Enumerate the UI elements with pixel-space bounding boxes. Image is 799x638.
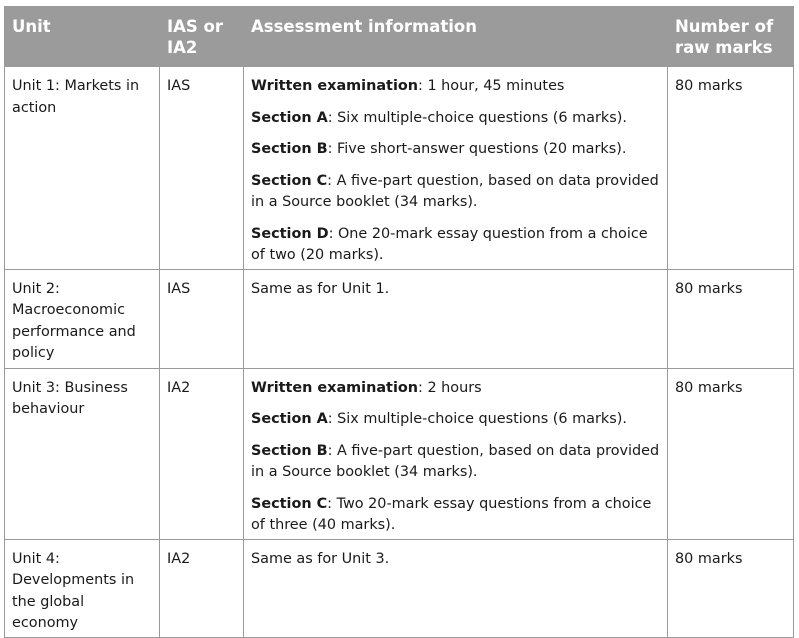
assessment-line: [251, 409, 660, 431]
line-text: : Five short-answer questions (20 marks).: [327, 141, 627, 157]
unit-cell: Unit 4: Developments in the global economy: [5, 539, 160, 637]
level-cell: IAS: [160, 67, 244, 270]
assessment-line: [251, 441, 660, 484]
assessment-table: [4, 6, 794, 638]
header-assessment: Assessment information: [244, 7, 668, 67]
level-cell: IA2: [160, 368, 244, 539]
assessment-line: [251, 76, 660, 98]
line-text: : 1 hour, 45 minutes: [418, 78, 565, 94]
line-label: Section B: [251, 442, 328, 459]
assessment-cell: [244, 67, 668, 270]
assessment-line: [251, 279, 660, 301]
line-text: : One 20-mark essay question from a choice of two (20 marks).: [251, 225, 648, 263]
assessment-line: [251, 494, 660, 537]
table-row: [5, 269, 794, 368]
line-text: : 2 hours: [418, 379, 482, 396]
table-body: [5, 67, 794, 638]
line-text: : Six multiple-choice questions (6 marks).: [327, 109, 627, 126]
unit-cell: Unit 1: Markets in action: [5, 67, 160, 270]
assessment-line: [251, 224, 660, 267]
marks-cell: 80 marks: [668, 539, 794, 637]
line-label: Section A: [251, 109, 328, 126]
line-label: Written examination: [251, 379, 419, 396]
line-label: Section C: [251, 172, 328, 189]
assessment-cell: [244, 269, 668, 368]
assessment-line: [251, 139, 660, 161]
line-text: Same as for Unit 1.: [251, 280, 390, 297]
line-label: Section C: [251, 495, 328, 512]
assessment-line: [251, 549, 660, 571]
line-text: : Six multiple-choice questions (6 marks).: [327, 411, 627, 427]
table-header: [5, 7, 794, 67]
table-row: [5, 539, 794, 637]
assessment-cell: [244, 539, 668, 637]
line-label: Written examination: [251, 78, 419, 94]
marks-cell: 80 marks: [668, 368, 794, 539]
line-label: Section B: [251, 141, 328, 157]
level-cell: IA2: [160, 539, 244, 637]
level-cell: IAS: [160, 269, 244, 368]
marks-cell: 80 marks: [668, 67, 794, 270]
line-text: : A five-part question, based on data provided in a Source booklet (34 marks).: [251, 442, 660, 480]
line-text: : Two 20-mark essay questions from a choice of three (40 marks).: [251, 495, 652, 533]
table-row: [5, 67, 794, 270]
marks-cell: 80 marks: [668, 269, 794, 368]
unit-cell: Unit 3: Business behaviour: [5, 368, 160, 539]
line-text: Same as for Unit 3.: [251, 550, 390, 567]
header-unit: Unit: [5, 7, 160, 67]
assessment-line: [251, 378, 660, 400]
header-row: [5, 7, 794, 67]
table-row: [5, 368, 794, 539]
assessment-line: [251, 171, 660, 214]
header-marks: Number of raw marks: [668, 7, 794, 67]
line-label: Section A: [251, 411, 328, 427]
header-level: IAS or IA2: [160, 7, 244, 67]
line-label: Section D: [251, 225, 329, 242]
unit-cell: Unit 2: Macroeconomic performance and policy: [5, 269, 160, 368]
assessment-cell: [244, 368, 668, 539]
assessment-line: [251, 108, 660, 130]
line-text: : A five-part question, based on data provided in a Source booklet (34 marks).: [251, 172, 659, 210]
